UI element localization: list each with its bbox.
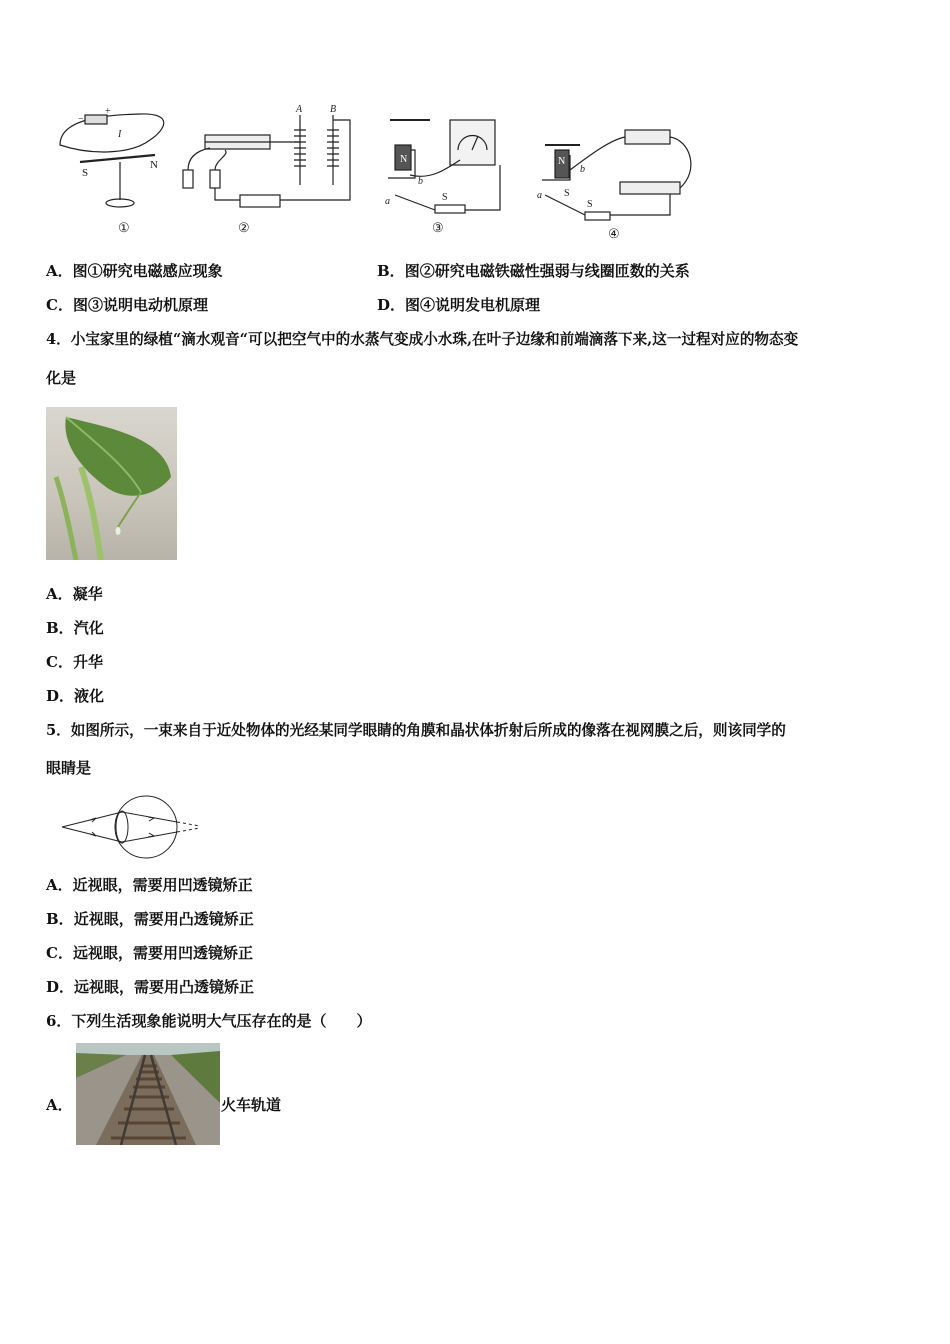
q5-option-b-label: B． bbox=[46, 910, 74, 928]
q3-option-c bbox=[46, 295, 208, 315]
q6-railway-photo bbox=[76, 1043, 220, 1145]
q5-option-c bbox=[46, 943, 253, 963]
fig3-a-label: a bbox=[385, 196, 390, 207]
q4-option-a-text: 凝华 bbox=[72, 585, 103, 603]
q5-option-b-text: 近视眼，需要用凸透镜矫正 bbox=[73, 910, 254, 928]
railway-track-image bbox=[76, 1043, 220, 1145]
q3-option-b bbox=[377, 261, 690, 281]
figure-4-diagram bbox=[537, 130, 691, 220]
q4-option-a bbox=[46, 584, 103, 604]
q6-option-a-label: A． bbox=[46, 1096, 73, 1114]
q3-option-c-label: C． bbox=[46, 296, 73, 314]
fig1-i-label: I bbox=[118, 129, 122, 140]
fig1-minus-label: − bbox=[78, 114, 84, 125]
q5-option-a-label: A． bbox=[46, 876, 73, 894]
fig1-s-label: S bbox=[82, 167, 89, 179]
q3-option-b-text: 图②研究电磁铁磁性强弱与线圈匝数的关系 bbox=[404, 262, 690, 280]
q5-option-c-text: 远视眼，需要用凹透镜矫正 bbox=[72, 944, 253, 962]
q3-option-a-label: A． bbox=[46, 262, 73, 280]
q4-option-d-text: 液化 bbox=[74, 687, 105, 705]
fig2-a-label: A bbox=[296, 104, 303, 115]
q4-option-c bbox=[46, 652, 103, 672]
figure-3-diagram bbox=[385, 120, 500, 213]
q5-option-d bbox=[46, 977, 254, 997]
fig4-s-label: S bbox=[564, 188, 570, 199]
q4-option-c-text: 升华 bbox=[72, 653, 103, 671]
fig4-b-label: b bbox=[580, 164, 585, 175]
figures-row bbox=[50, 100, 700, 250]
q4-option-d bbox=[46, 686, 104, 706]
q4-plant-photo bbox=[46, 407, 177, 560]
q3-option-c-text: 图③说明电动机原理 bbox=[72, 296, 208, 314]
q3-option-d bbox=[377, 295, 540, 315]
q5-stem-line1: 5．如图所示，一束来自于近处物体的光经某同学眼睛的角膜和晶状体折射后所成的像落在视网膜之后，则该同学的 bbox=[46, 722, 786, 739]
q6-option-a-text: 火车轨道 bbox=[221, 1096, 282, 1114]
q3-option-d-label: D． bbox=[377, 296, 406, 314]
q4-stem-line2: 化是 bbox=[46, 369, 77, 387]
figure-2-diagram bbox=[183, 104, 350, 207]
q5-option-d-text: 远视眼，需要用凸透镜矫正 bbox=[74, 978, 255, 996]
fig3-b-label: b bbox=[418, 176, 423, 187]
figure-1-number: ① bbox=[118, 220, 130, 235]
eye-ray-diagram bbox=[60, 792, 210, 862]
q4-option-c-label: C． bbox=[46, 653, 73, 671]
leaf-drip-image bbox=[46, 407, 177, 560]
q3-option-a-text: 图①研究电磁感应现象 bbox=[72, 262, 223, 280]
fig1-n-label: N bbox=[150, 159, 158, 171]
figure-2-number: ② bbox=[238, 220, 250, 235]
q5-option-d-label: D． bbox=[46, 978, 75, 996]
q4-stem-line1: 4．小宝家里的绿植“滴水观音“可以把空气中的水蒸气变成小水珠,在叶子边缘和前端滴落下来,这一过程对应的物态变 bbox=[46, 331, 799, 348]
figure-3-number: ③ bbox=[432, 220, 444, 235]
q5-stem-line2: 眼睛是 bbox=[46, 759, 92, 777]
q4-option-b-label: B． bbox=[46, 619, 74, 637]
fig4-n-label: N bbox=[558, 156, 566, 167]
q4-option-b bbox=[46, 618, 104, 638]
q3-option-d-text: 图④说明发电机原理 bbox=[405, 296, 541, 314]
electromagnetism-figures bbox=[50, 100, 700, 250]
q3-option-a bbox=[46, 261, 223, 281]
q5-eye-diagram bbox=[60, 792, 210, 862]
q4-option-b-text: 汽化 bbox=[73, 619, 104, 637]
q5-option-a bbox=[46, 875, 253, 895]
q5-option-c-label: C． bbox=[46, 944, 73, 962]
fig1-plus-label: + bbox=[105, 106, 111, 117]
q3-option-b-label: B． bbox=[377, 262, 405, 280]
fig4-a-label: a bbox=[537, 190, 542, 201]
q4-option-a-label: A． bbox=[46, 585, 73, 603]
fig3-s-label: S bbox=[442, 192, 448, 203]
q5-option-b bbox=[46, 909, 254, 929]
figure-1-diagram bbox=[60, 106, 164, 207]
fig3-n-label: N bbox=[400, 154, 408, 165]
figure-4-number: ④ bbox=[608, 226, 620, 241]
q4-option-d-label: D． bbox=[46, 687, 75, 705]
q6-stem: 6．下列生活现象能说明大气压存在的是（ ） bbox=[46, 1012, 372, 1030]
fig4-s2-label: S bbox=[587, 199, 593, 210]
fig2-b-label: B bbox=[330, 104, 337, 115]
q5-option-a-text: 近视眼，需要用凹透镜矫正 bbox=[72, 876, 253, 894]
